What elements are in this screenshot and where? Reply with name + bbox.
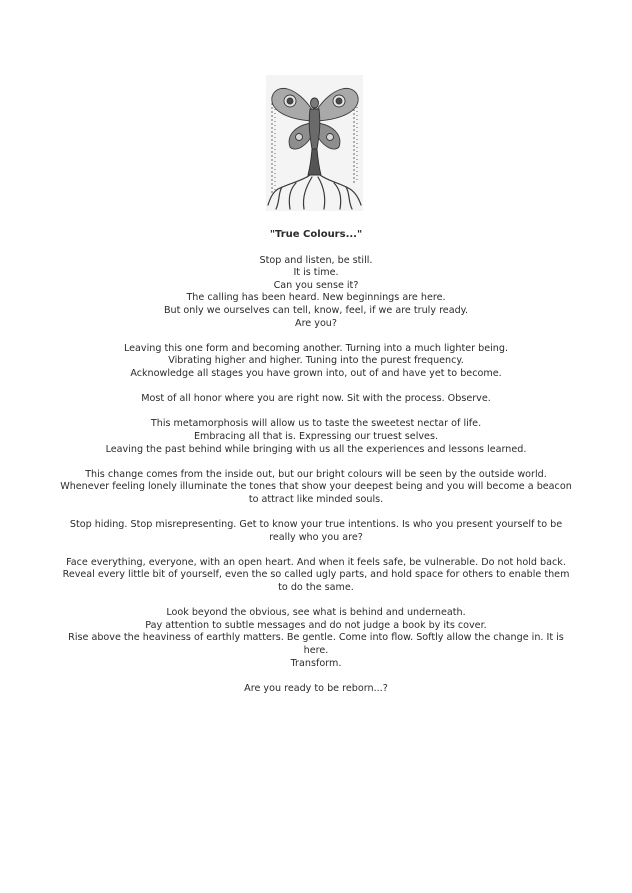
poem-line: Leaving the past behind while bringing with us all the experiences and lessons learned. bbox=[105, 443, 527, 455]
poem-line: Embracing all that is. Expressing our truest selves. bbox=[193, 430, 439, 442]
poem-line: It is time. bbox=[293, 267, 339, 279]
stanza bbox=[60, 557, 572, 595]
poem-line: Stop and listen, be still. bbox=[259, 254, 373, 266]
poem-title: "True Colours..." bbox=[269, 229, 363, 240]
poem-line: Leaving this one form and becoming another. Turning into a much lighter being. bbox=[123, 342, 509, 354]
poem-line: Are you ready to be reborn...? bbox=[244, 682, 388, 694]
stanza bbox=[60, 393, 572, 406]
butterfly-woman-drawing bbox=[266, 75, 363, 211]
stanza bbox=[60, 519, 572, 544]
poem-line: Look beyond the obvious, see what is behind and underneath. bbox=[166, 607, 466, 619]
poem-line: Vibrating higher and higher. Tuning into the purest frequency. bbox=[168, 355, 464, 367]
poem-line: Stop hiding. Stop misrepresenting. Get to know your true intentions. Is who you present yourself to be really who you are? bbox=[69, 519, 563, 543]
poem bbox=[60, 229, 572, 708]
poem-line: But only we ourselves can tell, know, feel, if we are truly ready. bbox=[163, 304, 469, 316]
stanza bbox=[60, 343, 572, 381]
stanza bbox=[60, 255, 572, 331]
butterfly-woman-illustration bbox=[266, 75, 363, 211]
poem-line: Are you? bbox=[295, 317, 337, 329]
stanza bbox=[60, 418, 572, 456]
poem-line: This change comes from the inside out, but our bright colours will be seen by the outside world. bbox=[85, 468, 547, 480]
poem-line: Rise above the heaviness of earthly matters. Be gentle. Come into flow. Softly allow the change in. It is here. bbox=[68, 632, 564, 656]
poem-line: Pay attention to subtle messages and do not judge a book by its cover. bbox=[145, 619, 487, 631]
poem-line: Most of all honor where you are right now. Sit with the process. Observe. bbox=[141, 393, 491, 405]
stanza bbox=[60, 683, 572, 696]
stanza bbox=[60, 469, 572, 507]
poem-line: Face everything, everyone, with an open heart. And when it feels safe, be vulnerable. Do not hold back. Reveal every little bit of yourself, even the so called ugly parts, and hold space for others to enable them to do the same. bbox=[62, 556, 570, 594]
poem-line: Whenever feeling lonely illuminate the tones that show your deepest being and you will become a beacon to attract like minded souls. bbox=[60, 481, 572, 505]
poem-line: This metamorphosis will allow us to taste the sweetest nectar of life. bbox=[150, 418, 482, 430]
poem-line: Can you sense it? bbox=[273, 279, 359, 291]
poem-line: Transform. bbox=[290, 657, 342, 669]
stanza bbox=[60, 607, 572, 670]
poem-line: The calling has been heard. New beginnings are here. bbox=[186, 292, 446, 304]
poem-line: Acknowledge all stages you have grown into, out of and have yet to become. bbox=[130, 367, 502, 379]
